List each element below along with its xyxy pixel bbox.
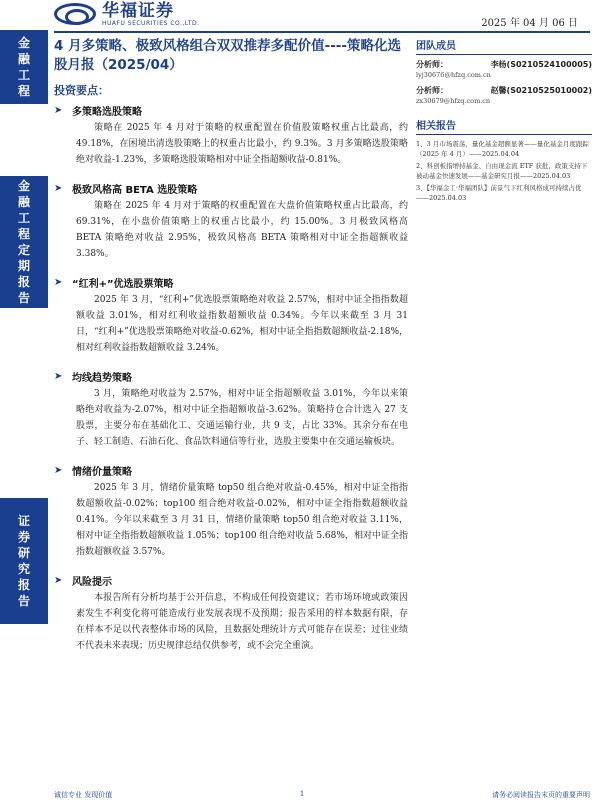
arrow-icon: ➤ [54,574,63,586]
section-sentiment-volume [54,460,408,560]
section-risk-warning [54,570,408,654]
analyst-email[interactable]: lyj30676@hfzq.com.cn [416,71,491,79]
section-title: 均线趋势策略 [72,372,132,384]
sidebar [416,37,592,205]
brand-logo-icon [54,3,96,25]
arrow-icon: ➤ [54,370,63,382]
brand-name-en: HUAFU SECURITIES CO.,LTD. [102,19,200,27]
brand-logo [54,0,200,28]
team-heading: 团队成员 [416,37,592,55]
related-report-item[interactable]: 1、3 月市场震荡，量化基金超额显著——量化基金月度跟踪（2025 年 4 月）——2025.04.04 [416,140,589,158]
footer-disclaimer: 请务必阅读报告末页的重要声明 [491,791,590,799]
related-report-item[interactable]: 3、【华福金工·华福团队】前景气下红利风格成可持续占优——2025.04.03 [416,184,582,202]
section-moving-average [54,366,408,450]
band-label-category: 金融工程 [0,30,48,104]
report-date: 2025 年 04 月 06 日 [481,18,578,29]
section-dividend-plus [54,272,408,356]
section-title: 多策略选股策略 [72,106,142,118]
header-divider [54,31,590,33]
brand-name-cn: 华福证券 [102,0,174,21]
section-body: 策略在 2025 年 4 月对于策略的权重配置在大盘价值策略权重占比最高，约 69.31%，在小盘价值策略上的权重占比最小，约 15.00%。3 月极致风格高 BETA 策略绝对收益 2.95%，极致风格高 BETA 策略相对中证全指超额收益 3.38%。 [76,201,408,259]
section-high-beta [54,178,408,262]
analyst-role: 分析师： [416,60,448,69]
section-title: 极致风格高 BETA 选股策略 [72,184,198,196]
related-reports [416,117,592,203]
main-content [54,100,408,664]
analyst-name: 李杨(S0210524100005) [490,60,592,69]
related-report-item[interactable]: 2、科创板指增持基金、自由现金流 ETF 获批，政策支持下被动基金快速发展——基金研究月报——2025.04.03 [416,162,588,180]
section-title: 风险提示 [72,576,112,588]
band-label-research: 证券研究报告 [0,498,48,624]
analyst-card [416,85,592,107]
section-body: 2025 年 3 月，情绪价量策略 top50 组合绝对收益-0.45%，相对中证全指指数超额收益-0.02%；top100 组合绝对收益-0.02%，相对中证全指指数超额收益 0.41%。今年以来截至 3 月 31 日，情绪价量策略 top50 组合绝对收益 3.11%，相对中证全指指数超额收益 1.05%；top100 组合绝对收益 5.68%，相对中证全指指数超额收益 3.57%。 [76,483,408,557]
arrow-icon: ➤ [54,276,63,288]
page-footer [54,790,590,800]
section-body: 本报告所有分析均基于公开信息，不构成任何投资建议；若市场环境或政策因素发生不利变化将可能造成行业发展表现不及预期；报告采用的样本数据有限，存在样本不足以代表整体市场的风险，且数据处理统计方式可能存在误差；过往业绩不代表未来表现；历史规律总结仅供参考，或不会完全重演。 [76,593,408,651]
left-band [0,0,48,800]
summary-label: 投资要点： [54,84,109,97]
section-multi-strategy [54,100,408,168]
band-label-report-type: 金融工程定期报告 [0,176,48,308]
section-title: “红利+”优选股票策略 [72,278,174,290]
arrow-icon: ➤ [54,464,63,476]
section-body: 3 月，策略绝对收益为 2.57%，相对中证全指超额收益 3.01%，今年以来策略绝对收益为-2.07%，相对中证全指超额收益-3.62%。策略持仓合计选入 27 支股票，主要分布在基础化工、交通运输行业，共 9 支，占比 33%。其余分布在电子、轻工制造、石油石化、食品饮料通信等行业，选股主要集中在交通运输板块。 [76,389,408,447]
page-number: 1 [299,790,305,798]
analyst-email[interactable]: zx30679@hfzq.com.cn [416,97,491,105]
arrow-icon: ➤ [54,104,63,116]
analyst-card [416,59,592,81]
section-body: 2025 年 3 月，“红利+”优选股票策略绝对收益 2.57%，相对中证全指指数超额收益 3.01%，相对红利收益指数超额收益 0.34%。今年以来截至 3 月 31 日，“红利+”优选股票策略绝对收益-0.62%，相对中证全指指数超额收益-2.18%，相对红利收益指数超额收益 3.24%。 [76,295,409,353]
analyst-role: 分析师： [416,86,448,95]
report-title: 4 月多策略、极致风格组合双双推荐多配价值----策略化选股月报（2025/04） [54,38,402,73]
footer-slogan: 诚信专业 发现价值 [54,791,113,799]
related-heading: 相关报告 [416,117,592,135]
analyst-name: 赵馨(S0210525010002) [490,86,592,95]
section-title: 情绪价量策略 [72,466,132,478]
arrow-icon: ➤ [54,182,63,194]
section-body: 策略在 2025 年 4 月对于策略的权重配置在价值股策略权重占比最高，约 49.18%，在困境出清选股策略上的权重占比最小，约 9.3%。3 月多策略选股策略绝对收益-1.23%，多策略选股策略相对中证全指超额收益-0.81%。 [76,123,408,165]
